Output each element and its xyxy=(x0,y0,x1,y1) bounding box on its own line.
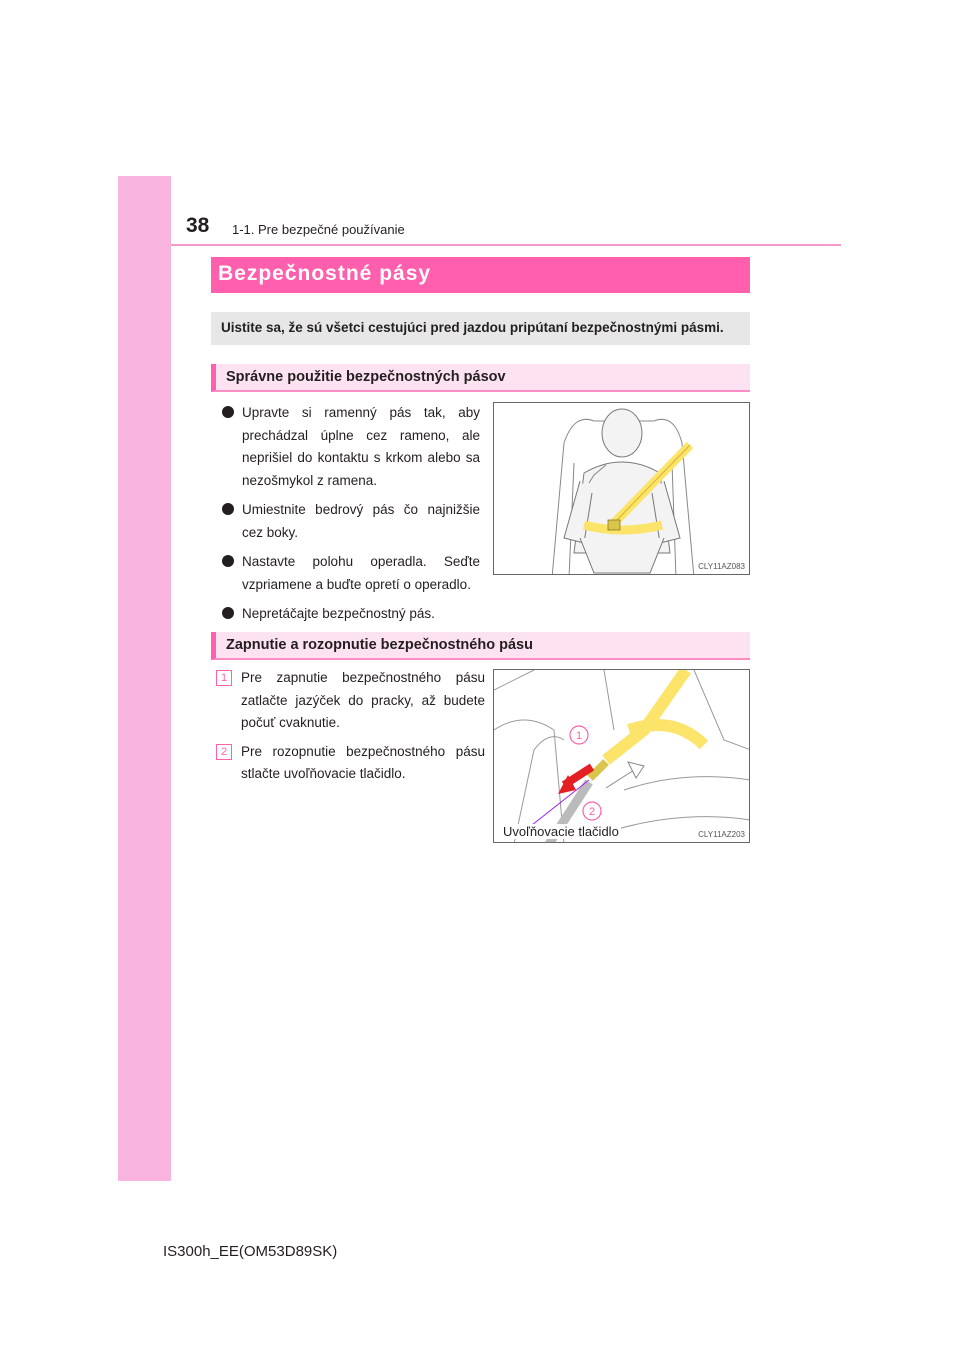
release-button-label: Uvoľňovacie tlačidlo xyxy=(503,824,619,839)
step-text: Pre zapnutie bezpečnostného pásu zatlačte jazýček do pracky, až budete počuť cvaknutie. xyxy=(241,670,485,730)
list-item xyxy=(222,551,480,596)
intro-box xyxy=(211,312,750,345)
seated-passenger-illustration xyxy=(494,403,750,575)
figure-code: CLY11AZ083 xyxy=(698,562,745,571)
buckle-illustration xyxy=(494,670,750,843)
step-item xyxy=(216,741,485,786)
list-item-text: Upravte si ramenný pás tak, aby prechádzal úplne cez rameno, ale neprišiel do kontaktu s krkom alebo sa nezošmykol z ramena. xyxy=(242,405,480,488)
callout-1: 1 xyxy=(575,730,583,742)
section-heading-correct-use xyxy=(211,364,750,392)
page-number: 38 xyxy=(186,214,210,237)
list-item-text: Umiestnite bedrový pás čo najnižšie cez boky. xyxy=(242,502,480,540)
section-heading-text: Zapnutie a rozopnutie bezpečnostného pásu xyxy=(226,637,533,653)
page-title-bar xyxy=(211,257,750,293)
page-title: Bezpečnostné pásy xyxy=(218,262,432,285)
section-heading-text: Správne použitie bezpečnostných pásov xyxy=(226,369,506,385)
list-item-text: Nepretáčajte bezpečnostný pás. xyxy=(242,606,435,621)
bullet-icon xyxy=(222,503,234,515)
figure-code: CLY11AZ203 xyxy=(698,830,745,839)
intro-text: Uistite sa, že sú všetci cestujúci pred jazdou pripútaní bezpečnostnými pásmi. xyxy=(221,320,724,335)
step-item xyxy=(216,667,485,735)
buckle-figure xyxy=(493,669,750,843)
seated-passenger-figure xyxy=(493,402,750,575)
bullet-icon xyxy=(222,406,234,418)
step-number-badge: 2 xyxy=(216,744,232,760)
side-tab xyxy=(118,176,171,1181)
bullet-icon xyxy=(222,607,234,619)
header-divider xyxy=(171,244,841,246)
list-item xyxy=(222,499,480,544)
callout-2: 2 xyxy=(588,806,596,818)
step-list xyxy=(216,667,485,792)
footer-model-code: IS300h_EE(OM53D89SK) xyxy=(163,1243,338,1260)
list-item xyxy=(222,603,480,626)
step-number-badge: 1 xyxy=(216,670,232,686)
section-reference: 1-1. Pre bezpečné používanie xyxy=(232,222,405,237)
bullet-icon xyxy=(222,555,234,567)
step-text: Pre rozopnutie bezpečnostného pásu stlačte uvoľňovacie tlačidlo. xyxy=(241,743,485,781)
list-item xyxy=(222,402,480,492)
section-heading-buckle xyxy=(211,632,750,660)
bullet-list xyxy=(222,402,480,633)
list-item-text: Nastavte polohu operadla. Seďte vzpriamene a buďte opretí o operadlo. xyxy=(242,554,480,592)
